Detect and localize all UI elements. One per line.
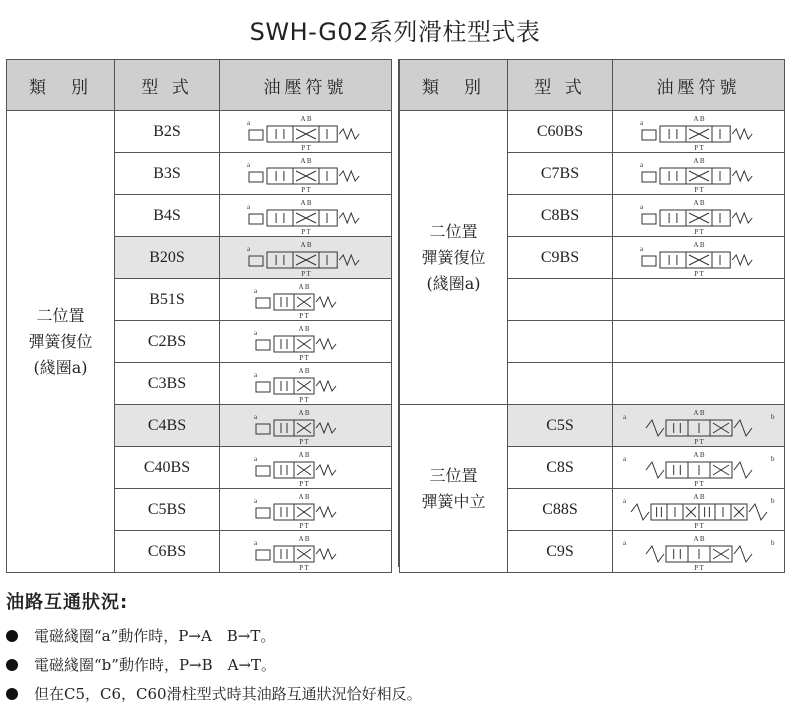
svg-text:a: a	[622, 496, 626, 505]
table-row	[7, 111, 392, 153]
right-spool-table	[399, 59, 785, 573]
svg-text:A B: A B	[692, 114, 705, 123]
svg-text:a: a	[253, 538, 257, 547]
svg-text:a: a	[622, 454, 626, 463]
svg-text:P T: P T	[693, 521, 704, 529]
svg-text:P T: P T	[693, 185, 704, 193]
svg-text:A B: A B	[692, 240, 705, 249]
left-header-row	[7, 60, 392, 111]
svg-text:a: a	[253, 370, 257, 379]
hydraulic-symbol	[613, 195, 785, 237]
hydraulic-symbol	[220, 531, 392, 573]
svg-text:b: b	[770, 454, 774, 463]
model-cell: C40BS	[115, 447, 220, 489]
model-cell: C9S	[508, 531, 613, 573]
model-cell: C8S	[508, 447, 613, 489]
right-header-row	[400, 60, 785, 111]
note-item: 但在C5，C6，C60滑柱型式時其油路互通狀況恰好相反。	[6, 680, 786, 709]
hydraulic-symbol	[220, 111, 392, 153]
note-item: 電磁綫圈“b”動作時，P→B A→T。	[6, 651, 786, 680]
hydraulic-symbol	[220, 153, 392, 195]
svg-text:P T: P T	[300, 269, 311, 277]
hydraulic-symbol	[220, 237, 392, 279]
model-cell: C9BS	[508, 237, 613, 279]
svg-text:A B: A B	[297, 450, 310, 459]
model-cell: C6BS	[115, 531, 220, 573]
svg-text:A B: A B	[297, 534, 310, 543]
bullet-icon	[6, 659, 18, 671]
hydraulic-symbol	[220, 489, 392, 531]
svg-text:A B: A B	[297, 324, 310, 333]
model-cell: C5BS	[115, 489, 220, 531]
table-row	[400, 405, 785, 447]
svg-text:a: a	[253, 454, 257, 463]
model-cell: C5S	[508, 405, 613, 447]
model-cell: C2BS	[115, 321, 220, 363]
svg-text:P T: P T	[693, 479, 704, 487]
svg-text:a: a	[246, 244, 250, 253]
model-cell: C60BS	[508, 111, 613, 153]
notes-heading: 油路互通狀況:	[6, 592, 129, 613]
model-cell: C8BS	[508, 195, 613, 237]
model-cell: C88S	[508, 489, 613, 531]
svg-text:A B: A B	[692, 492, 705, 501]
hydraulic-symbol	[220, 363, 392, 405]
svg-text:A B: A B	[299, 114, 312, 123]
svg-text:a: a	[253, 496, 257, 505]
table-divider	[391, 59, 399, 567]
category-two-position-spring-return: 二位置 彈簧復位 (綫圈a)	[400, 111, 508, 405]
svg-text:b: b	[770, 496, 774, 505]
svg-text:b: b	[770, 538, 774, 547]
header-symbol: 油壓符號	[220, 60, 392, 111]
svg-text:P T: P T	[298, 353, 309, 361]
svg-text:P T: P T	[300, 227, 311, 235]
model-cell: C3BS	[115, 363, 220, 405]
header-model: 型 式	[508, 60, 613, 111]
model-cell: B2S	[115, 111, 220, 153]
note-item: 電磁綫圈“a”動作時，P→A B→T。	[6, 622, 786, 651]
table-row	[400, 111, 785, 153]
svg-text:a: a	[253, 328, 257, 337]
svg-text:A B: A B	[692, 198, 705, 207]
svg-text:A B: A B	[299, 198, 312, 207]
svg-text:A B: A B	[692, 450, 705, 459]
svg-text:P T: P T	[298, 437, 309, 445]
svg-text:P T: P T	[300, 143, 311, 151]
svg-text:A B: A B	[299, 240, 312, 249]
hydraulic-symbol	[613, 111, 785, 153]
svg-text:A B: A B	[297, 492, 310, 501]
svg-text:a: a	[639, 202, 643, 211]
svg-text:a: a	[639, 244, 643, 253]
svg-text:A B: A B	[297, 408, 310, 417]
svg-text:P T: P T	[298, 311, 309, 319]
hydraulic-symbol	[613, 153, 785, 195]
svg-text:a: a	[253, 412, 257, 421]
svg-text:A B: A B	[692, 156, 705, 165]
hydraulic-symbol	[613, 405, 785, 447]
svg-text:a: a	[246, 160, 250, 169]
hydraulic-symbol	[220, 195, 392, 237]
svg-text:P T: P T	[693, 227, 704, 235]
svg-text:P T: P T	[693, 269, 704, 277]
model-cell: B4S	[115, 195, 220, 237]
svg-text:A B: A B	[297, 366, 310, 375]
svg-text:a: a	[639, 160, 643, 169]
svg-text:a: a	[253, 286, 257, 295]
svg-text:A B: A B	[692, 408, 705, 417]
svg-text:P T: P T	[693, 437, 704, 445]
svg-text:P T: P T	[300, 185, 311, 193]
svg-text:A B: A B	[692, 534, 705, 543]
svg-text:P T: P T	[693, 563, 704, 571]
svg-text:P T: P T	[298, 479, 309, 487]
model-cell: B3S	[115, 153, 220, 195]
svg-text:P T: P T	[298, 521, 309, 529]
svg-text:a: a	[246, 118, 250, 127]
hydraulic-symbol	[613, 489, 785, 531]
hydraulic-symbol	[220, 321, 392, 363]
flow-notes	[6, 588, 786, 709]
svg-text:A B: A B	[299, 156, 312, 165]
svg-text:a: a	[639, 118, 643, 127]
header-symbol: 油壓符號	[613, 60, 785, 111]
svg-text:a: a	[246, 202, 250, 211]
bullet-icon	[6, 688, 18, 700]
page-title: SWH-G02系列滑柱型式表	[249, 18, 541, 46]
bullet-icon	[6, 630, 18, 642]
category-two-position-spring-return: 二位置 彈簧復位 (綫圈a)	[7, 111, 115, 573]
svg-text:P T: P T	[298, 395, 309, 403]
model-cell: B51S	[115, 279, 220, 321]
hydraulic-symbol	[613, 447, 785, 489]
svg-text:a: a	[622, 538, 626, 547]
hydraulic-symbol	[220, 279, 392, 321]
svg-text:a: a	[622, 412, 626, 421]
hydraulic-symbol	[613, 237, 785, 279]
hydraulic-symbol	[613, 531, 785, 573]
svg-text:A B: A B	[297, 282, 310, 291]
left-spool-table	[6, 59, 392, 573]
hydraulic-symbol	[220, 447, 392, 489]
header-model: 型 式	[115, 60, 220, 111]
model-cell: B20S	[115, 237, 220, 279]
svg-text:P T: P T	[693, 143, 704, 151]
svg-text:P T: P T	[298, 563, 309, 571]
model-cell: C7BS	[508, 153, 613, 195]
header-category: 類 別	[7, 60, 115, 111]
category-three-position-spring-centered: 三位置 彈簧中立	[400, 405, 508, 573]
hydraulic-symbol	[220, 405, 392, 447]
model-cell: C4BS	[115, 405, 220, 447]
header-category: 類 別	[400, 60, 508, 111]
svg-text:b: b	[770, 412, 774, 421]
